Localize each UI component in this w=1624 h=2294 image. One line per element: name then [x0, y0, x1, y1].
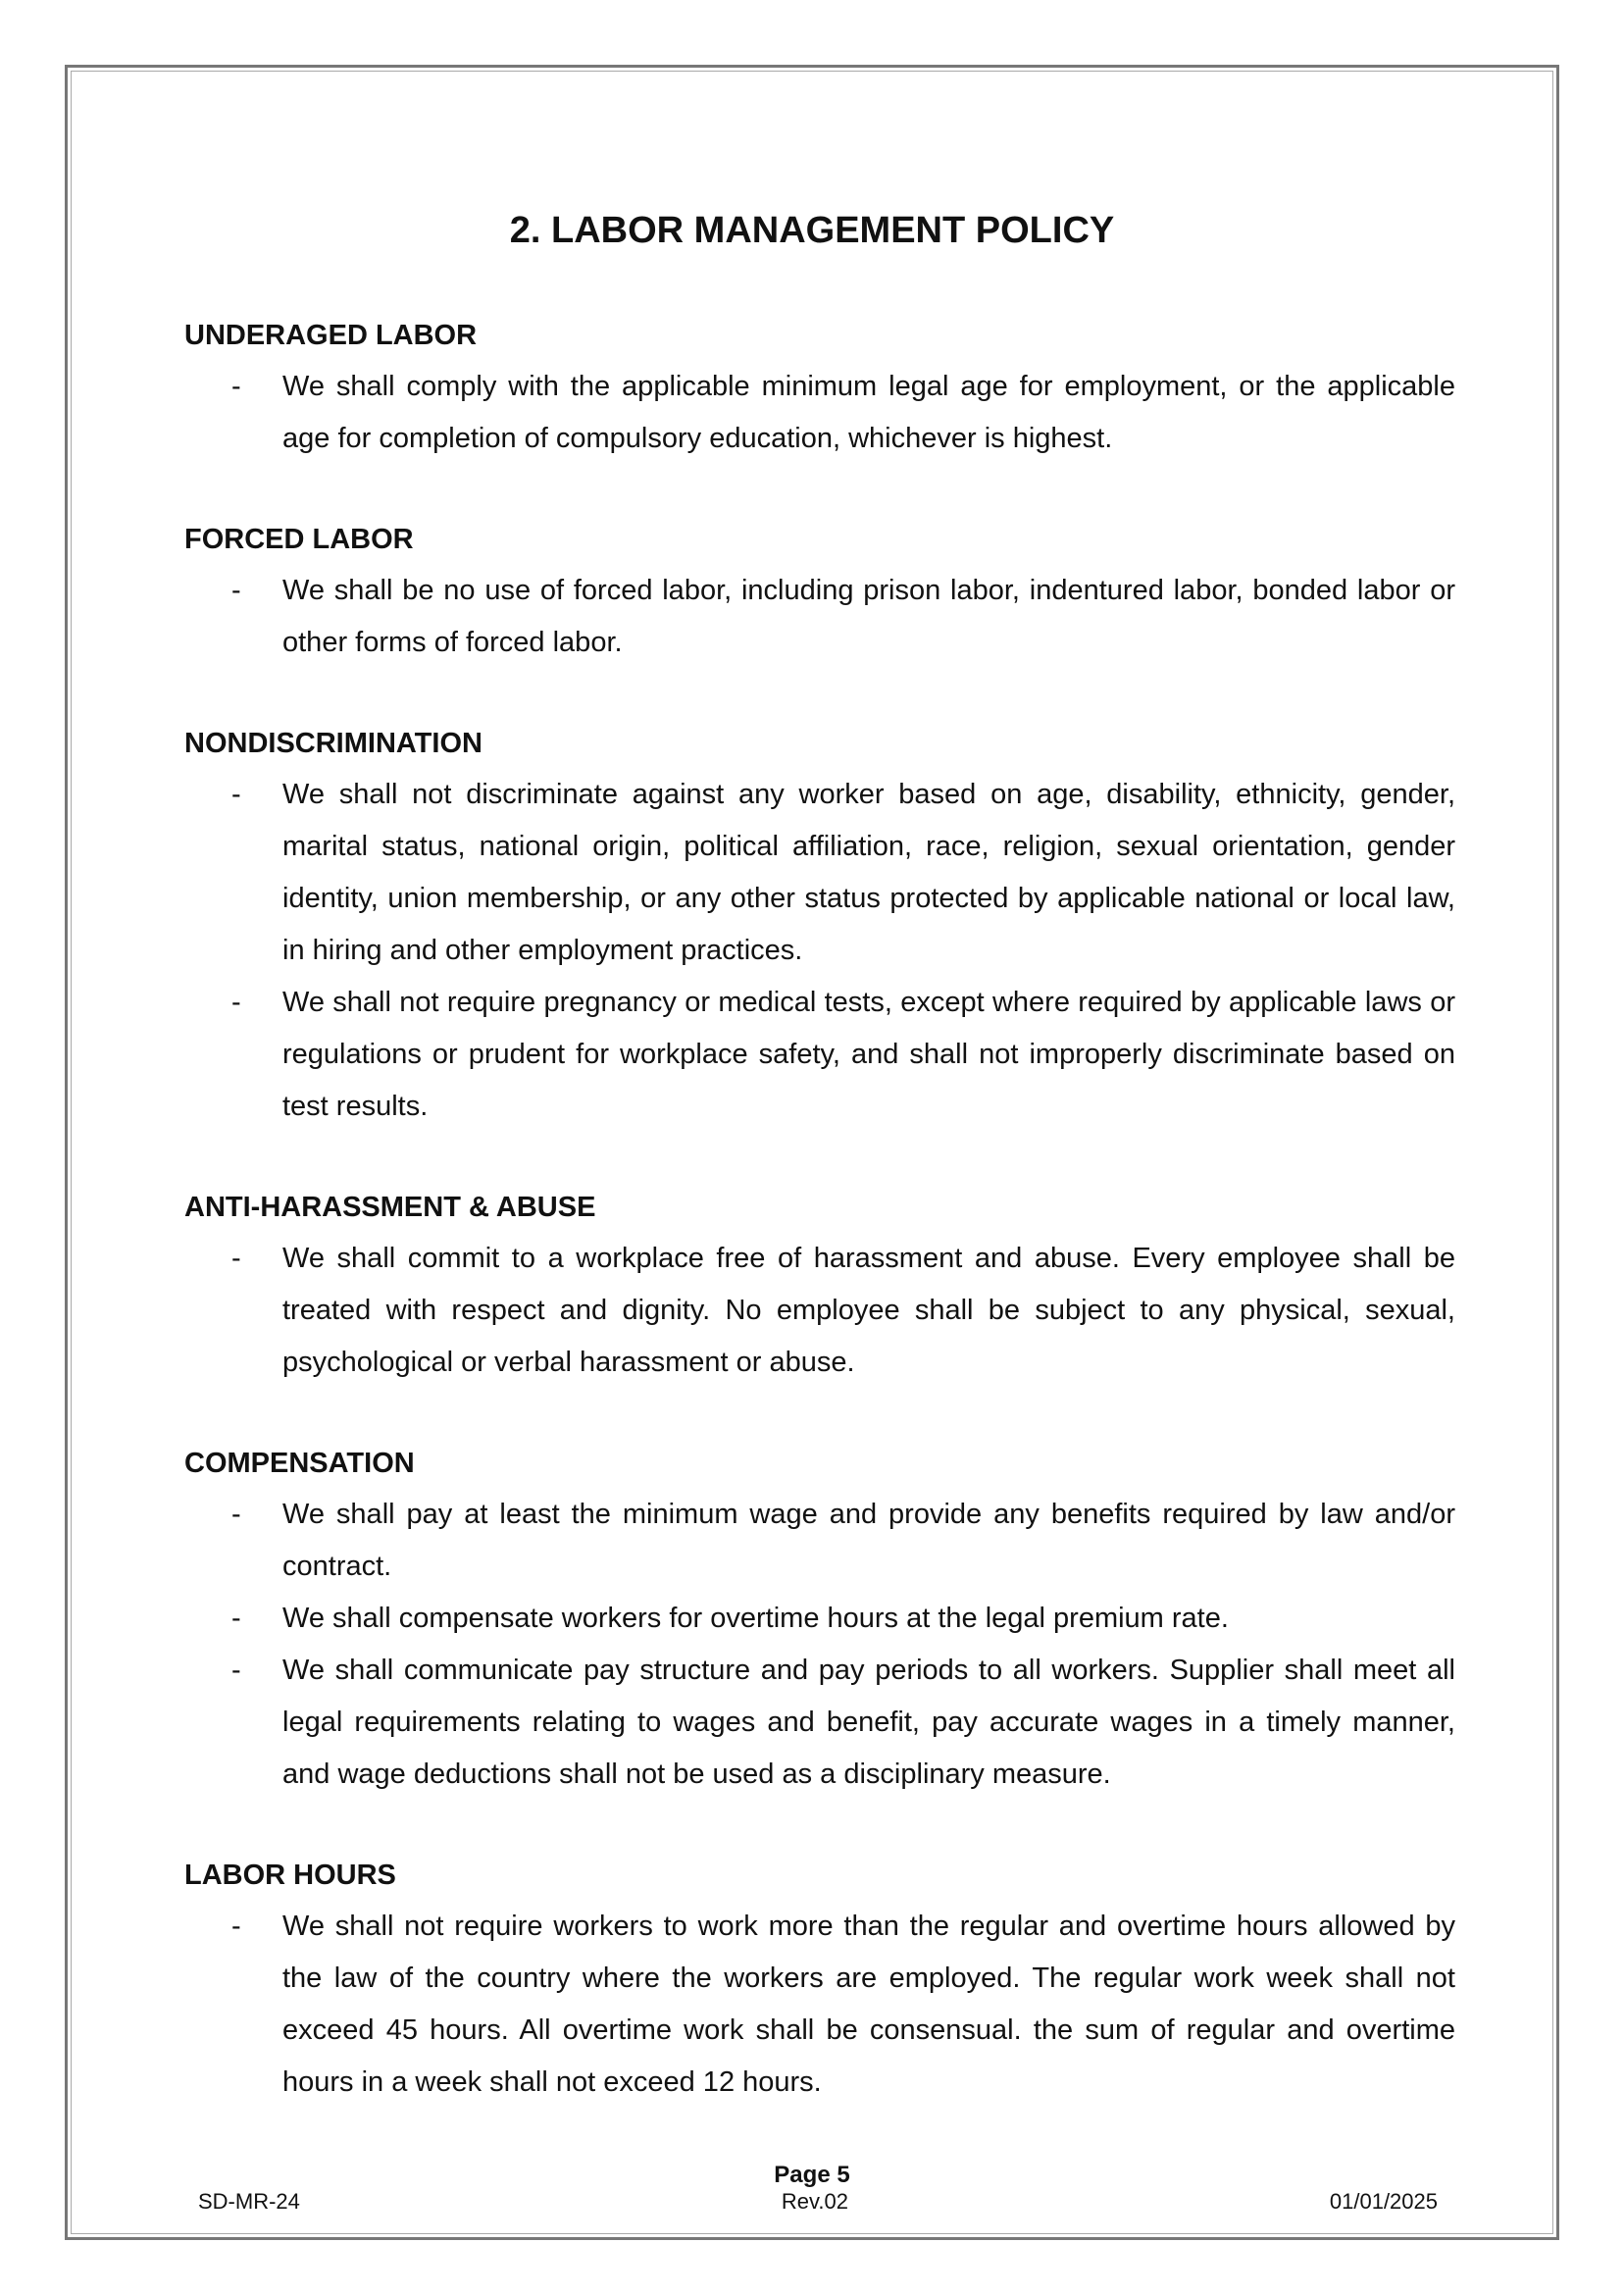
bullet-dash: -	[231, 1655, 241, 1686]
policy-section	[184, 310, 1455, 465]
footer-revision: Rev.02	[781, 2189, 848, 2214]
policy-section	[184, 1850, 1455, 2109]
policy-content	[184, 310, 1455, 2158]
bullet-dash: -	[231, 575, 241, 606]
policy-item	[184, 1489, 1455, 1593]
bullet-dash: -	[231, 371, 241, 402]
bullet-dash: -	[231, 1603, 241, 1634]
policy-item	[184, 1233, 1455, 1389]
policy-item-text: We shall comply with the applicable minimum legal age for employment, or the applicable age for completion of compulsory education, whichever is highest.	[282, 371, 1455, 454]
section-heading: FORCED LABOR	[184, 524, 414, 555]
policy-item	[184, 769, 1455, 977]
policy-section	[184, 514, 1455, 669]
section-heading: NONDISCRIMINATION	[184, 728, 482, 759]
section-heading: ANTI-HARASSMENT & ABUSE	[184, 1192, 596, 1223]
policy-item	[184, 1901, 1455, 2109]
policy-item	[184, 565, 1455, 669]
footer-doc-code: SD-MR-24	[198, 2189, 300, 2214]
bullet-dash: -	[231, 1499, 241, 1530]
policy-item-text: We shall pay at least the minimum wage and provide any benefits required by law and/or contract.	[282, 1499, 1455, 1582]
policy-section	[184, 1182, 1455, 1389]
bullet-dash: -	[231, 987, 241, 1018]
policy-item	[184, 361, 1455, 465]
policy-item	[184, 1645, 1455, 1801]
policy-item	[184, 1593, 1455, 1645]
policy-item-text: We shall not discriminate against any worker based on age, disability, ethnicity, gender, marital status, national origin, political affiliation, race, religion, sexual orientation, gender identity, union membership, or any other status protected by applicable national or local law, in hiring and other employment practices.	[282, 779, 1455, 966]
footer-date: 01/01/2025	[1329, 2189, 1438, 2214]
policy-item-text: We shall communicate pay structure and pay periods to all workers. Supplier shall meet all legal requirements relating to wages and benefit, pay accurate wages in a timely manner, and wage deductions shall not be used as a disciplinary measure.	[282, 1655, 1455, 1790]
footer-page-number: Page 5	[774, 2162, 850, 2188]
policy-section	[184, 1438, 1455, 1801]
section-heading: UNDERAGED LABOR	[184, 320, 478, 351]
policy-item-text: We shall not require workers to work more than the regular and overtime hours allowed by the law of the country where the workers are employed. The regular work week shall not exceed 45 hours. All overtime work shall be consensual. the sum of regular and overtime hours in a week shall not exceed 12 hours.	[282, 1911, 1455, 2098]
page-title: 2. LABOR MANAGEMENT POLICY	[509, 210, 1115, 251]
policy-item-text: We shall compensate workers for overtime hours at the legal premium rate.	[282, 1603, 1229, 1634]
section-heading: COMPENSATION	[184, 1448, 415, 1479]
bullet-dash: -	[231, 1243, 241, 1274]
bullet-dash: -	[231, 779, 241, 810]
bullet-dash: -	[231, 1911, 241, 1942]
policy-item-text: We shall be no use of forced labor, including prison labor, indentured labor, bonded labor or other forms of forced labor.	[282, 575, 1455, 658]
section-heading: LABOR HOURS	[184, 1860, 396, 1891]
policy-section	[184, 718, 1455, 1133]
policy-item	[184, 977, 1455, 1133]
footer-row	[198, 2189, 1438, 2215]
policy-item-text: We shall commit to a workplace free of harassment and abuse. Every employee shall be treated with respect and dignity. No employee shall be subject to any physical, sexual, psychological or verbal harassment or abuse.	[282, 1243, 1455, 1378]
policy-item-text: We shall not require pregnancy or medical tests, except where required by applicable laws or regulations or prudent for workplace safety, and shall not improperly discriminate based on test results.	[282, 987, 1455, 1122]
